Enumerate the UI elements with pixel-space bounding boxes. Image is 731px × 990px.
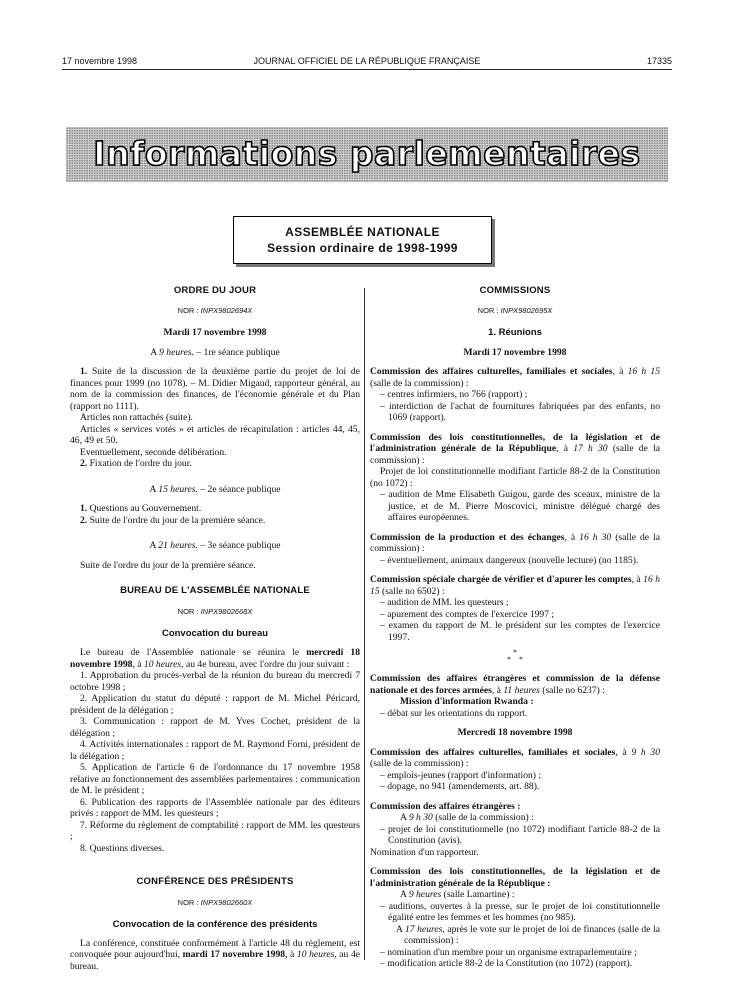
sep: , à — [556, 443, 574, 455]
commission-time: 16 h 15 — [627, 366, 660, 378]
bureau-nor — [70, 607, 360, 616]
commission-1-item-1: – centres infirmiers, no 766 (rapport) ; — [380, 389, 528, 401]
bureau-item-8: 8. Questions diverses. — [80, 842, 165, 854]
bureau-item-6: 6. Publication des rapports de l'Assemblée nationale par des éditeurs privés : rapport de MM. les questeurs ; — [70, 796, 360, 820]
commission-5-item: – débat sur les orientations du rapport. — [380, 707, 528, 719]
item-text: Suite de la discussion de la deuxième partie du projet de loi de finances pour 1999 (no 1078). – M. Didier Migaud, rapporteur général, au nom de la commission des finances, de l'économie générale et du Plan (rapport no 1111). — [70, 366, 360, 412]
star: * — [519, 655, 523, 665]
bureau-item-4: 4. Activités internationales : rapport de M. Raymond Forni, président de la délégation ; — [70, 739, 360, 762]
sep: , à — [491, 684, 504, 696]
ordre-date: Mardi 17 novembre 1998 — [163, 327, 267, 339]
nor-code: INPX9802660X — [200, 897, 253, 907]
commission-8-item-1: – auditions, ouvertes à la presse, sur le projet de loi constitutionnelle égalité entre les femmes et les hommes (no 985). — [380, 900, 660, 924]
banner-title: Informations parlementaires — [93, 134, 641, 173]
header-rule — [62, 69, 672, 70]
column-divider — [364, 288, 365, 960]
commission-4-item-1: – audition de MM. les questeurs ; — [380, 597, 509, 609]
intro-text: Le bureau de l'Assemblée nationale se réunira le — [80, 647, 307, 659]
commission-6-item-2: – dopage, no 941 (amendements, art. 88). — [380, 781, 540, 793]
commission-6-item-1: – emplois-jeunes (rapport d'information) ; — [380, 769, 542, 781]
commission-1-item-2: – interdiction de l'achat de fournitures fabriquées par des enfants, no 1069 (rapport). — [380, 400, 660, 424]
nor-code: INPX9802694X — [200, 306, 253, 316]
commission-7-time — [370, 812, 660, 824]
time-prefix: A — [149, 540, 159, 552]
bureau-item-3: 3. Communication : rapport de M. Yves Cochet, président de la délégation ; — [70, 716, 360, 739]
commission-room: (salle no 6237) : — [539, 684, 605, 696]
commission-7-text: Nomination d'un rapporteur. — [370, 846, 479, 858]
intro-time: 10 heures — [143, 658, 182, 670]
left-column — [70, 285, 360, 972]
sep: , à — [564, 531, 580, 543]
item-number: 2. — [80, 458, 88, 470]
commission-8-time — [370, 889, 660, 901]
commission-2-item: – audition de Mme Elisabeth Guigou, garde des sceaux, ministre de la justice, et de M. Pierre Moscovici, ministre délégué chargé des affaires européennes. — [380, 489, 660, 524]
time-prefix: A — [149, 483, 159, 495]
date-mercredi: Mercredi 18 novembre 1998 — [457, 727, 573, 739]
commission-time: 9 heures — [408, 889, 442, 901]
time-prefix: A — [396, 923, 405, 935]
commission-time: 17 h 30 — [573, 443, 608, 455]
conf-date: mardi 17 novembre 1998 — [182, 949, 286, 961]
asterism — [370, 649, 660, 663]
conference-nor — [70, 898, 360, 907]
commission-time: 11 heures — [503, 684, 540, 696]
header-date: 17 novembre 1998 — [62, 56, 138, 66]
sep: , à — [631, 574, 644, 586]
seance-1-line-2: Articles non rattachés (suite). — [80, 412, 193, 424]
conference-subheading: Convocation de la conférence des présidents — [112, 918, 318, 930]
nor-code: INPX9802668X — [200, 606, 253, 616]
nor-code: INPX9802695X — [500, 306, 553, 316]
star-pair — [370, 656, 660, 663]
commission-name: Commission des lois constitutionnelles, de la législation et de l'administration générale de la République — [370, 431, 660, 455]
commission-time: 9 h 30 — [408, 812, 433, 824]
commission-4-item-2: – apurement des comptes de l'exercice 1997 ; — [380, 608, 555, 620]
bureau-item-7: 7. Réforme du règlement de comptabilité : rapport de MM. les questeurs ; — [70, 819, 360, 843]
commission-8-time-2 — [370, 924, 660, 947]
conf-text: , à — [285, 949, 297, 961]
commission-name: Commission des affaires culturelles, familiales et sociales — [370, 366, 613, 378]
commission-7: Commission des affaires étrangères : — [370, 800, 521, 812]
sep: , à — [615, 746, 632, 758]
bureau-item-5: 5. Application de l'article 6 de l'ordonnance du 17 novembre 1958 relative au fonctionnement des assemblées parlementaires : communication de M. le président ; — [70, 762, 360, 797]
commission-8-item-3: – modification article 88-2 de la Constitution (no 1072) (rapport). — [380, 958, 633, 970]
commission-8-item-2: – nomination d'un membre pour un organisme extraparlementaire ; — [380, 946, 637, 958]
commission-time: 16 h 15 — [370, 574, 660, 597]
commission-room: (salle de la commission) : — [370, 758, 469, 770]
commission-name: Commission des affaires culturelles, familiales et sociales — [370, 746, 616, 758]
seance-1-item-1 — [70, 366, 360, 412]
commission-8: Commission des lois constitutionnelles, de la législation et de l'administration générale de la République : — [370, 866, 660, 889]
seance-1-heading — [70, 347, 360, 359]
commissions-nor — [370, 306, 660, 315]
intro-text: , au 4e bureau, avec l'ordre du jour suivant : — [181, 658, 350, 670]
mission-rwanda: Mission d'information Rwanda : — [400, 696, 534, 708]
star: * — [513, 648, 517, 658]
seance-2-heading — [70, 484, 360, 496]
date-mardi: Mardi 17 novembre 1998 — [463, 346, 567, 358]
bureau-item-2: 2. Application du statut du député : rapport de M. Michel Péricard, président de la délégation ; — [70, 693, 360, 716]
ordre-nor — [70, 306, 360, 315]
seance-1-line-3: Articles « services votés » et articles de récapitulation : articles 44, 45, 46, 49 et 50. — [70, 423, 360, 447]
time-prefix: A — [400, 812, 409, 824]
header-journal-title: JOURNAL OFFICIEL DE LA RÉPUBLIQUE FRANÇAISE — [253, 56, 481, 66]
seance-2-item-2 — [70, 515, 360, 527]
seance-3-heading — [70, 540, 360, 552]
commission-room: (salle de la commission) : — [370, 377, 469, 389]
seance-1-item-2 — [70, 458, 360, 470]
commissions-heading: COMMISSIONS — [479, 285, 551, 296]
conference-text — [70, 938, 360, 973]
commission-name: Commission de la production et des échanges — [370, 531, 565, 543]
item-text: Fixation de l'ordre du jour. — [87, 458, 192, 470]
commission-room: , après le vote sur le projet de loi de finances (salle de la commission) : — [404, 923, 660, 947]
item-text: Suite de l'ordre du jour de la première séance. — [87, 514, 266, 526]
nor-prefix: NOR : — [177, 897, 201, 907]
intro-date: mercredi 18 novembre 1998 — [70, 647, 360, 670]
commission-4-item-3: – examen du rapport de M. le président sur les comptes de l'exercice 1997. — [380, 620, 660, 643]
nor-prefix: NOR : — [177, 606, 201, 616]
item-text: Questions au Gouvernement. — [87, 503, 202, 515]
commission-time: 9 h 30 — [631, 746, 660, 758]
time: 15 heures. — [158, 483, 198, 495]
right-column — [370, 285, 660, 970]
conf-text: , au 4e bureau. — [70, 949, 360, 972]
time-prefix: A — [400, 889, 409, 901]
conf-time: 10 heures — [296, 949, 335, 961]
conference-heading: CONFÉRENCE DES PRÉSIDENTS — [136, 876, 294, 888]
commission-2 — [370, 432, 660, 467]
intro-text: , à — [132, 658, 144, 670]
commission-3-item: – éventuellement, animaux dangereux (nouvelle lecture) (no 1185). — [380, 554, 639, 566]
commission-time: 16 h 30 — [579, 531, 612, 543]
commission-2-text: Projet de loi constitutionnelle modifiant l'article 88-2 de la Constitution (no 1072) : — [370, 466, 660, 489]
nor-prefix: NOR : — [177, 306, 201, 316]
header-page-number: 17335 — [646, 56, 672, 66]
commission-room: (salle de la commission) : — [370, 443, 661, 466]
commission-room: (salle no 6502) : — [379, 585, 445, 597]
conf-text: La conférence, constituée conformément à l'article 48 du règlement, est convoquée pour aujourd'hui, — [70, 937, 360, 961]
assembly-box — [233, 216, 492, 264]
commission-3 — [370, 532, 660, 555]
reunions-heading: 1. Réunions — [488, 327, 542, 339]
commission-1 — [370, 366, 660, 389]
bureau-subheading: Convocation du bureau — [161, 627, 269, 639]
commission-5 — [370, 673, 660, 696]
session-name: Session ordinaire de 1998-1999 — [267, 241, 458, 255]
ordre-du-jour-heading: ORDRE DU JOUR — [173, 285, 257, 296]
item-number: 1. — [80, 366, 88, 378]
seance-3-line-1: Suite de l'ordre du jour de la première séance. — [80, 559, 256, 571]
seance-1-line-4: Eventuellement, seconde délibération. — [80, 446, 227, 458]
bureau-intro — [70, 647, 360, 670]
seance-2-item-1 — [70, 503, 360, 515]
commission-name: Commission spéciale chargée de vérifier et d'apurer les comptes — [370, 574, 632, 586]
page-header — [62, 56, 672, 70]
item-number: 2. — [80, 514, 88, 526]
commission-time: 17 heures — [404, 923, 443, 935]
bureau-heading: BUREAU DE L'ASSEMBLÉE NATIONALE — [120, 585, 310, 597]
sep: , à — [612, 366, 628, 378]
seance-label: – 3e séance publique — [197, 540, 281, 552]
seance-label: – 2e séance publique — [197, 483, 281, 495]
commission-name: Commission des affaires étrangères et commission de la défense nationale et des forces armées — [370, 673, 660, 696]
seance-label: – 1re séance publique — [193, 346, 280, 358]
commission-4 — [370, 574, 660, 597]
commission-room: (salle de la commission) : — [432, 812, 534, 824]
time-prefix: A — [150, 346, 160, 358]
bureau-item-1: 1. Approbation du procès-verbal de la réunion du bureau du mercredi 7 octobre 1998 ; — [70, 670, 360, 693]
star: * — [507, 655, 511, 665]
commission-7-item: – projet de loi constitutionnelle (no 1072) modifiant l'article 88-2 de la Constitution (avis). — [380, 823, 660, 847]
assembly-name: ASSEMBLÉE NATIONALE — [285, 225, 440, 239]
nor-prefix: NOR : — [477, 306, 501, 316]
time: 9 heures. — [159, 346, 194, 358]
commission-6 — [370, 747, 660, 770]
time: 21 heures. — [158, 540, 198, 552]
commission-room: (salle Lamartine) : — [441, 889, 515, 901]
commission-room: (salle de la commission) : — [370, 531, 660, 555]
item-number: 1. — [80, 503, 88, 515]
